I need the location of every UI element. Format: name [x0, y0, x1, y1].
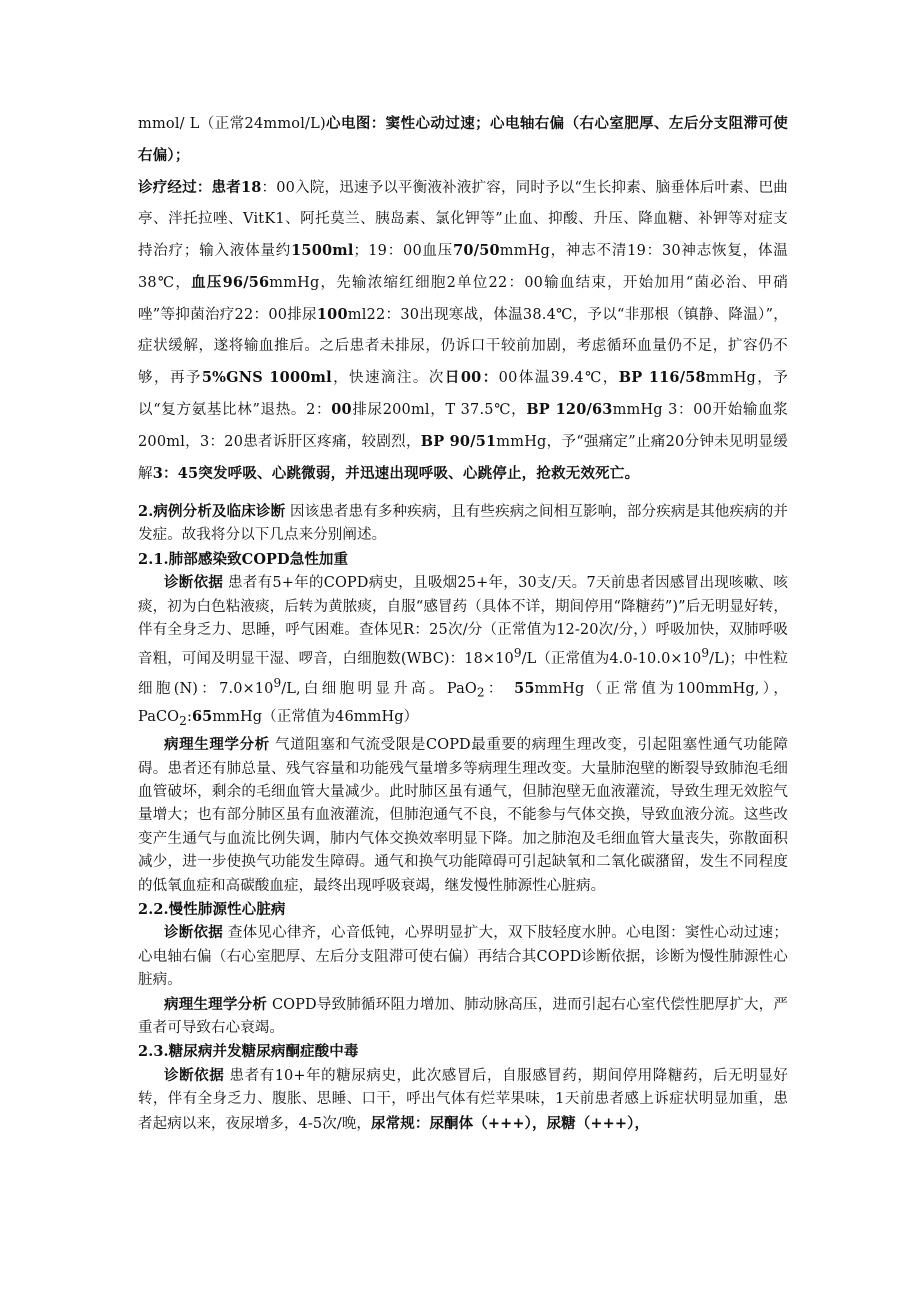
section-2-3-heading: 2.3.糖尿病并发糖尿病酮症酸中毒: [138, 1043, 359, 1061]
diagnosis-text: 查体见心律齐，心音低钝，心界明显扩大，双下肢轻度水肿。心电图：窦性心动过速；心电轴右偏（右心室肥厚、左后分支阻滞可使右偏）再结合其COPD诊断依据，诊断为慢性肺源性心脏病。: [138, 925, 788, 989]
course-infusion: 5%GNS 1000ml: [201, 369, 332, 386]
diagnosis-text: 患者有5+年的COPD病史，且吸烟25+年，30支/天。7天前患者因感冒出现咳嗽、咳痰，初为白色粘液痰，后转为黄脓痰，自服“感冒药（具体不详，期间停用“降糖药”)”后无明显好转，伴有全身乏力、思睡，呼气困难。查体见R：25次/分（正常值为12-20次/分，）呼吸加快，双肺呼吸音粗，可闻及明显干湿、啰音，白细胞数(WBC)：18×10: [138, 575, 788, 668]
diagnosis-label: 诊断依据: [164, 924, 223, 942]
course-time: 00: [331, 401, 352, 418]
diagnosis-text: :: [186, 708, 192, 725]
pathophysiology-text: 气道阻塞和气流受限是COPD最重要的病理生理改变，引起阻塞性通气功能障碍。患者还有肺总量、残气容量和功能残气量增多等病理生理改变。大量肺泡壁的断裂导致肺泡毛细血管破坏，剩余的毛细血管大量减少。此时肺区虽有通气，但肺泡壁无血液灌流，导致生理无效腔气量增大；也有部分肺区虽有血液灌流，但肺泡通气不良，不能参与气体交换，导致血液分流。这些改变产生通气与血流比例失调，肺内气体交换效率明显下降。加之肺泡及毛细血管大量丧失，弥散面积减少，进一步使换气功能发生障碍。通气和换气功能障碍可引起缺氧和二氧化碳潴留，发生不同程度的低氧血症和高碳酸血症，最终出现呼吸衰竭，继发慢性肺源性心脏病。: [138, 737, 788, 894]
diagnosis-text: mmHg（正常值为46mmHg）: [212, 708, 419, 725]
course-text: mmHg，神志不清19：30神志恢复，体温38℃，: [138, 243, 788, 291]
superscript: 9: [273, 675, 282, 690]
pathophysiology-text: COPD导致肺循环阻力增加、肺动脉高压，进而引起右心室代偿性肥厚扩大，严重者可导致右心衰竭。: [138, 996, 789, 1036]
section-2-paragraph: [138, 500, 788, 548]
diagnosis-label: 诊断依据: [164, 574, 224, 592]
course-bp: BP 90/51: [420, 433, 497, 450]
course-text: 患者: [211, 179, 241, 196]
course-time: 日00：: [444, 369, 499, 386]
diagnosis-text: ：: [484, 680, 506, 697]
urinalysis-results: 尿常规：尿酮体（+++），尿糖（+++），: [371, 1114, 650, 1132]
treatment-course-paragraph: [138, 172, 788, 490]
diagnosis-text: /L,白细胞明显升高。PaO: [281, 680, 477, 697]
diagnosis-text: mmHg（正常值为100mmHg,），PaCO: [138, 680, 788, 725]
document-page: [138, 108, 788, 1136]
course-bp: BP 116/58: [618, 369, 706, 386]
analysis-block: [138, 500, 788, 1136]
diagnosis-text: /L（正常值为4.0-10.0×10: [521, 651, 702, 668]
section-2-text: 因该患者患有多种疾病，且有些疾病之间相互影响，部分疾病是其他疾病的并发症。故我将分以下几点来分别阐述。: [138, 504, 788, 544]
course-text: mmHg，予“强痛定”止痛20分钟未见明显缓解: [138, 434, 788, 482]
section-2-2-heading: 2.2.慢性肺源性心脏病: [138, 900, 286, 918]
lab-value-text: mmol/ L（正常24mmol/L): [138, 116, 326, 132]
subscript: 2: [179, 713, 187, 728]
section-2-2-pathophysiology: [138, 993, 788, 1041]
course-volume: 1500ml: [291, 242, 354, 259]
ecg-paragraph: [138, 108, 788, 172]
diagnosis-text: 患者有10+年的糖尿病史，此次感冒后，自服感冒药，期间停用降糖药，后无明显好转，伴有全身乏力、腹胀、思睡、口干，呼出气体有烂苹果味，1天前患者感上诉症状明显加重，患者起病以来，夜尿增多，4-5次/晚，: [138, 1067, 789, 1132]
superscript: 9: [701, 646, 710, 661]
course-volume: 100: [316, 306, 348, 323]
course-text: ：00入院，迅速予以平衡液补液扩容，同时予以“生长抑素、脑垂体后叶素、巴曲亭、泮托拉唑、VitK1、阿托莫兰、胰岛素、氯化钾等”止血、抑酸、升压、降血糖、补钾等对症支持治疗；输入液体量约: [138, 180, 789, 259]
pao2-value: 55: [505, 679, 535, 697]
pathophysiology-label: 病理生理学分析: [164, 736, 270, 754]
superscript: 9: [513, 646, 522, 661]
course-outcome: 3：45突发呼吸、心跳微弱，并迅速出现呼吸、心跳停止，抢救无效死亡。: [152, 465, 640, 482]
section-2-1-heading: 2.1.肺部感染致COPD急性加重: [138, 550, 349, 568]
case-history-block: [138, 108, 788, 490]
course-bp: 血压96/56: [191, 274, 270, 291]
course-text: mmHg，先输浓缩红细胞2单位22：00输血结束，开始加用“菌必治、甲硝唑”等抑菌治疗22：00排尿: [138, 275, 788, 323]
course-text: 00体温39.4℃，: [498, 370, 619, 386]
ecg-findings: 心电图：窦性心动过速；心电轴右偏（右心室肥厚、左后分支阻滞可使右偏）；: [138, 115, 788, 164]
paco2-value: 65: [191, 707, 213, 725]
subscript: 2: [476, 685, 485, 700]
diagnosis-text: /L)；中性粒细胞(N)：7.0×10: [138, 651, 788, 697]
course-bp: BP 120/63: [526, 401, 613, 418]
treatment-course-label: 诊疗经过：: [138, 179, 212, 196]
course-bp: 70/50: [453, 242, 500, 259]
section-2-2-diagnosis: [138, 921, 788, 992]
course-text: ；19：00血压: [353, 243, 454, 259]
section-2-1-diagnosis: [138, 571, 788, 733]
course-text: ml22：30出现寒战，体温38.4℃，予以“非那根（镇静、降温）”，症状缓解，遂将输血推后。之后患者未排尿，仍诉口干较前加剧，考虑循环血量仍不足，扩容仍不够，再予: [138, 307, 788, 386]
pathophysiology-label: 病理生理学分析: [164, 995, 268, 1013]
course-text: 排尿200ml，T 37.5℃，: [351, 402, 527, 418]
course-text: mmHg，予以“复方氨基比林”退热。2：: [138, 370, 788, 418]
diagnosis-label: 诊断依据: [164, 1066, 225, 1084]
section-2-1-pathophysiology: [138, 733, 788, 898]
course-time: 18: [240, 179, 262, 196]
course-text: mmHg 3：00开始输血浆200ml，3：20患者诉肝区疼痛，较剧烈，: [138, 402, 789, 450]
section-2-3-diagnosis: [138, 1064, 788, 1136]
course-text: ，快速滴注。次: [331, 370, 445, 386]
section-2-heading: 2.病例分析及临床诊断: [138, 503, 286, 520]
